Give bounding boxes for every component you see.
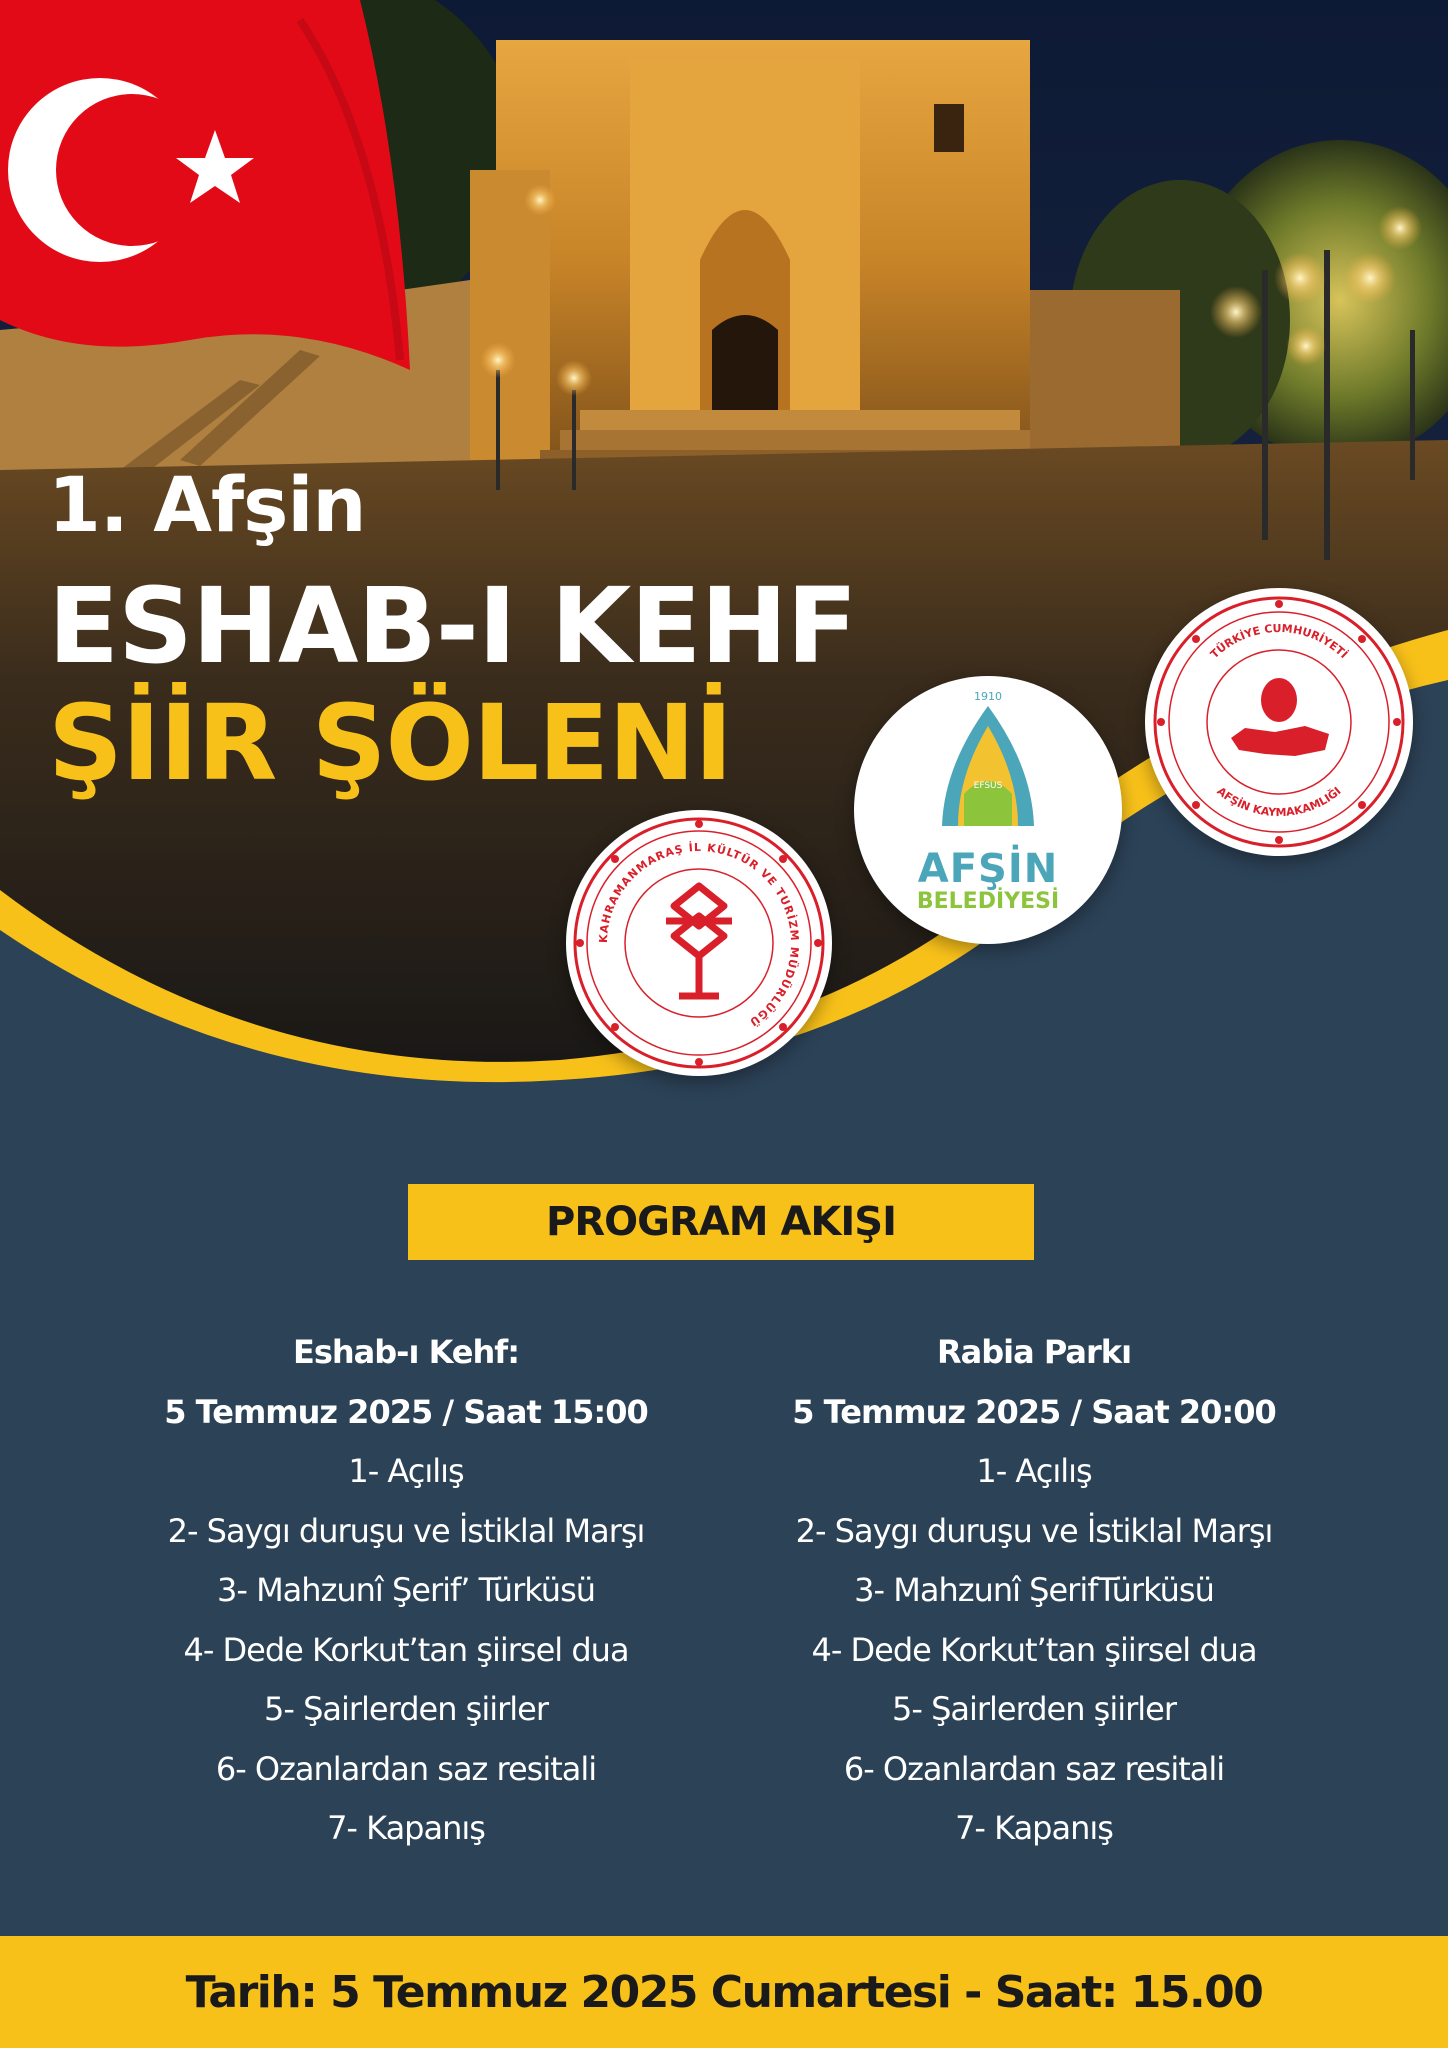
footer-date-text: Tarih: 5 Temmuz 2025 Cumartesi - Saat: 15.00 <box>185 1966 1263 2018</box>
list-item: 4- Dede Korkut’tan şiirsel dua <box>811 1630 1257 1669</box>
svg-text:AFŞİN KAYMAKAMLIĞI <box>1214 784 1343 819</box>
list-item: 2- Saygı duruşu ve İstiklal Marşı <box>795 1511 1273 1550</box>
program-column-left <box>126 1322 686 1859</box>
belediye-sub: BELEDİYESİ <box>916 889 1060 914</box>
ataturk-map-emblem-icon <box>1231 678 1329 756</box>
list-item: 1- Açılış <box>348 1452 464 1490</box>
belediye-name: AFŞİN <box>917 846 1059 892</box>
title-line-1: 1. Afşin <box>48 460 366 549</box>
list-item: 6- Ozanlardan saz resitali <box>843 1749 1225 1788</box>
kaymakam-ring-bottom: AFŞİN KAYMAKAMLIĞI <box>1214 784 1344 820</box>
right-datetime: 5 Temmuz 2025 / Saat 20:00 <box>792 1393 1276 1431</box>
program-title: PROGRAM AKIŞI <box>546 1199 896 1245</box>
title-line-3: ŞİİR ŞÖLENİ <box>48 682 732 804</box>
list-item: 7- Kapanış <box>955 1809 1113 1847</box>
kaymakamlik-logo <box>1145 588 1413 856</box>
list-item: 5- Şairlerden şiirler <box>263 1690 548 1728</box>
belediye-mark: EFSUS <box>973 781 1003 791</box>
turkish-flag-icon <box>0 0 410 370</box>
knot-emblem-icon <box>666 886 732 996</box>
list-item: 6- Ozanlardan saz resitali <box>215 1749 597 1788</box>
left-place: Eshab-ı Kehf: <box>292 1333 519 1371</box>
program-banner <box>408 1184 1034 1260</box>
left-datetime: 5 Temmuz 2025 / Saat 15:00 <box>164 1393 648 1431</box>
right-place: Rabia Parkı <box>936 1333 1132 1371</box>
footer-bar <box>0 1936 1448 2048</box>
list-item: 3- Mahzunî ŞerifTürküsü <box>854 1571 1214 1609</box>
culture-ring-text: KAHRAMANMARAŞ İL KÜLTÜR VE TURİZM MÜDÜRLÜĞÜ <box>596 840 802 1030</box>
list-item: 3- Mahzunî Şerif’ Türküsü <box>216 1571 596 1609</box>
list-item: 1- Açılış <box>976 1452 1092 1490</box>
belediye-year: 1910 <box>974 690 1002 703</box>
list-item: 5- Şairlerden şiirler <box>891 1690 1176 1728</box>
svg-text:TÜRKİYE CUMHURİYETİ <box>1208 622 1351 661</box>
afsin-belediyesi-logo <box>854 676 1122 944</box>
kaymakam-ring-top: TÜRKİYE CUMHURİYETİ <box>1207 621 1351 662</box>
culture-tourism-logo <box>566 810 832 1076</box>
title-line-2: ESHAB-I KEHF <box>48 565 857 687</box>
list-item: 4- Dede Korkut’tan şiirsel dua <box>183 1630 629 1669</box>
list-item: 7- Kapanış <box>327 1809 485 1847</box>
list-item: 2- Saygı duruşu ve İstiklal Marşı <box>167 1511 645 1550</box>
program-column-right <box>754 1322 1314 1859</box>
